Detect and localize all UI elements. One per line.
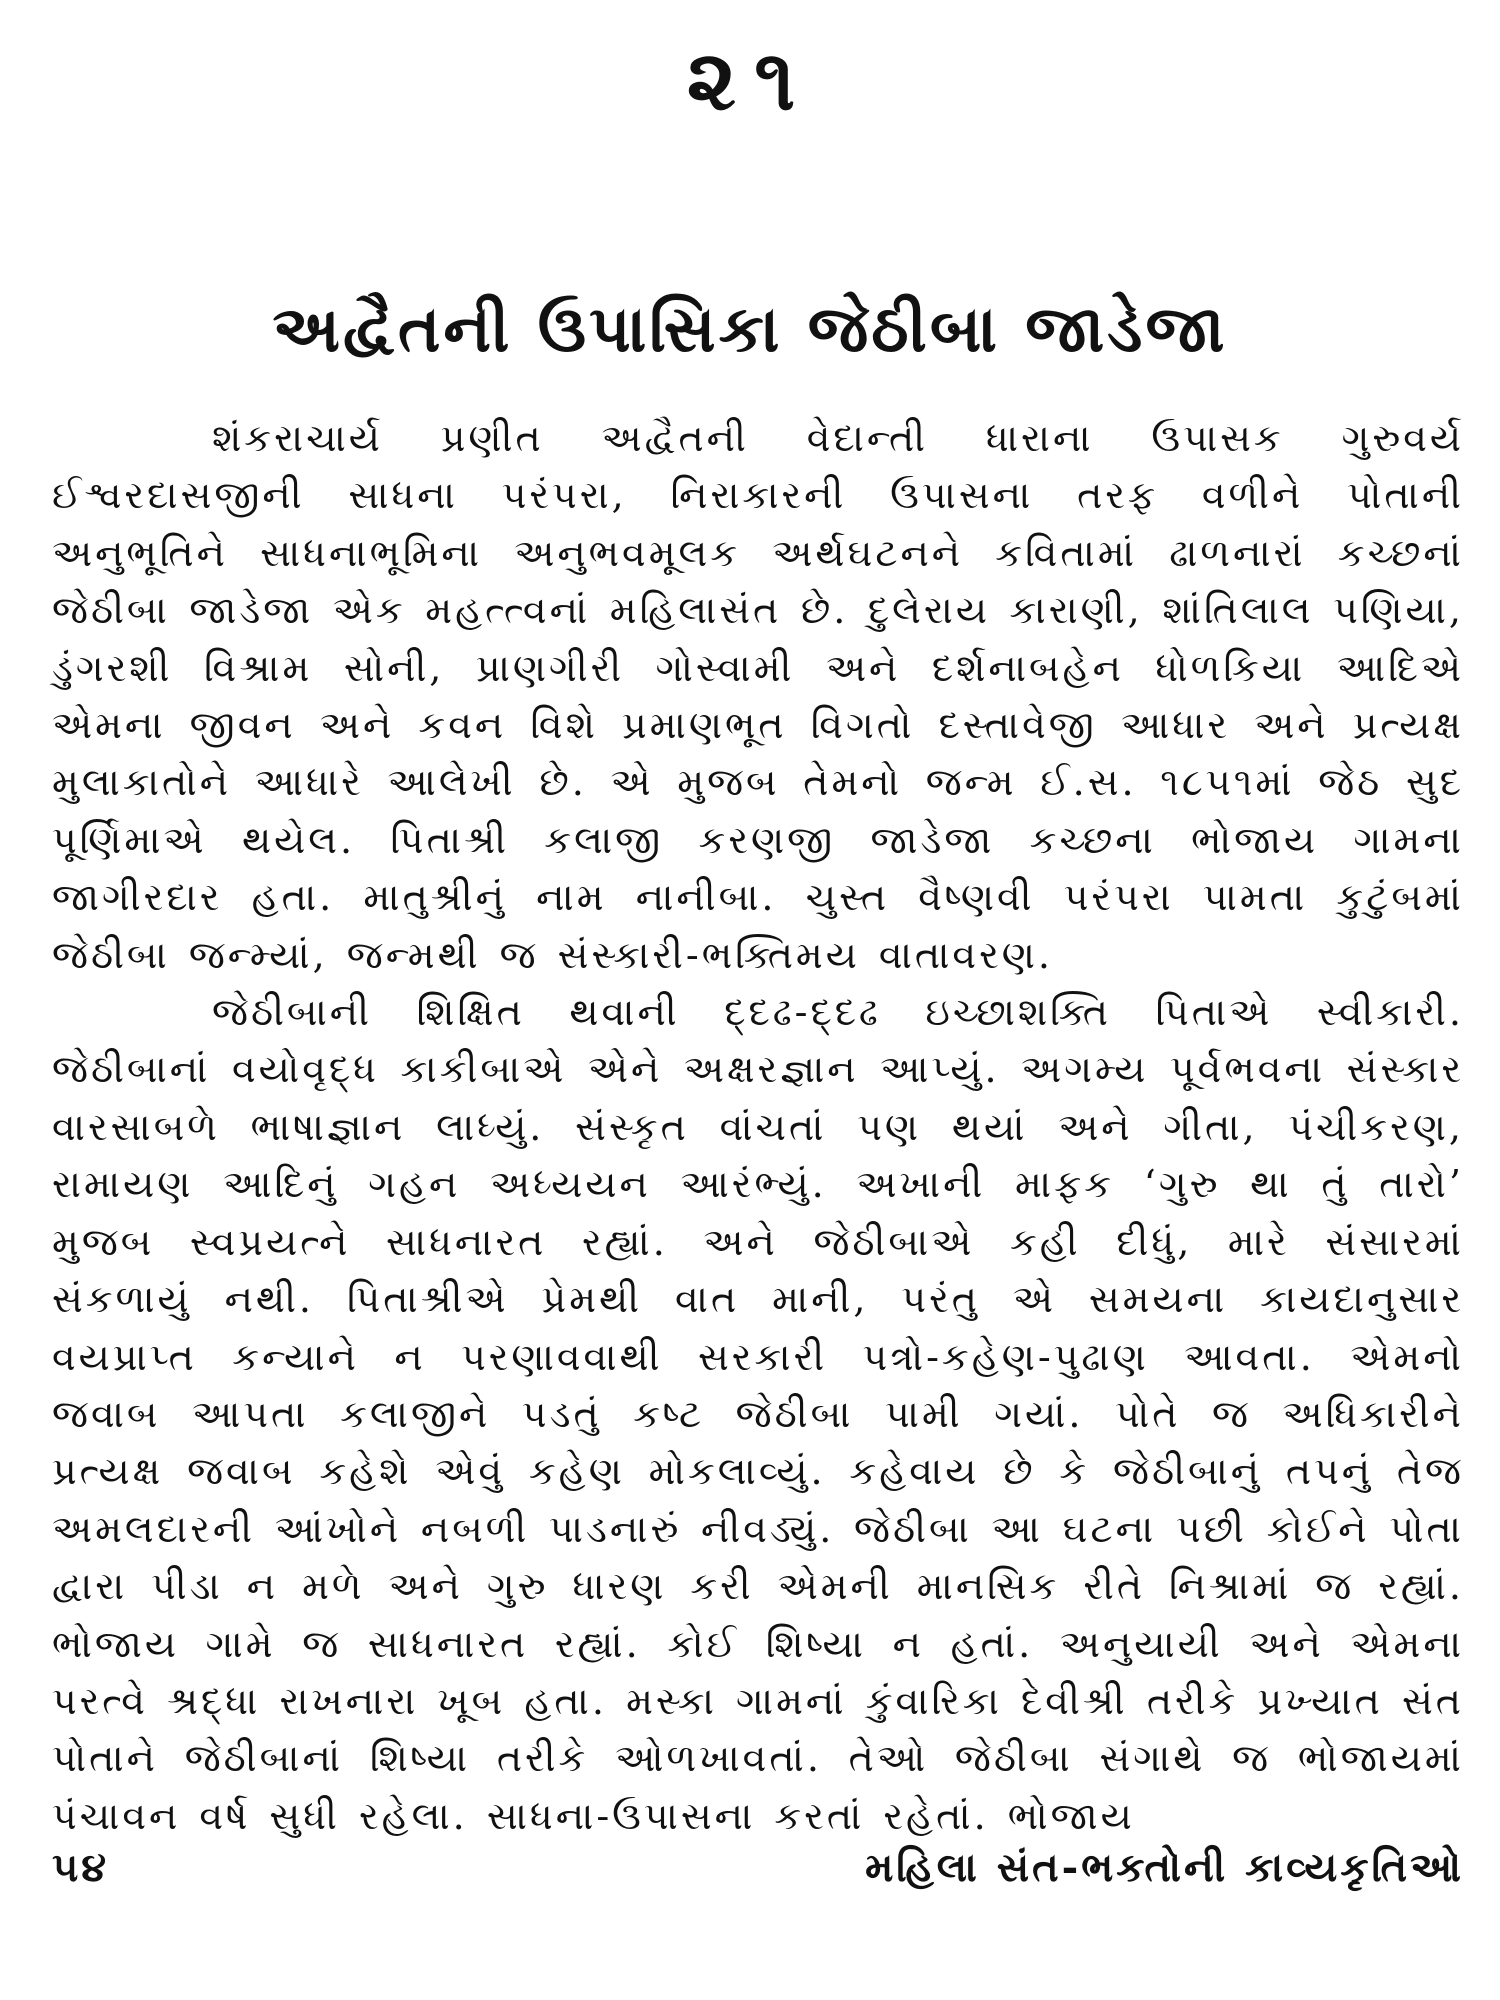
body-text (52, 410, 1464, 1845)
page-number: ૫૪ (52, 1844, 110, 1891)
page-footer (52, 1838, 1464, 1898)
book-title: મહિલા સંત-ભક્તોની કાવ્યકૃતિઓ (865, 1844, 1464, 1891)
paragraph: શંકરાચાર્ય પ્રણીત અદ્વૈતની વેદાન્તી ધારાના ઉપાસક ગુરુવર્ય ઈશ્વરદાસજીની સાધના પરંપરા, નિરાકારની ઉપાસના તરફ વળીને પોતાની અનુભૂતિને સાધનાભૂમિના અનુભવમૂલક અર્થઘટનને કવિતામાં ઢાળનારાં કચ્છનાં જેઠીબા જાડેજા એક મહત્ત્વનાં મહિલાસંત છે. દુલેરાય કારાણી, શાંતિલાલ પણિયા, ડુંગરશી વિશ્રામ સોની, પ્રાણગીરી ગોસ્વામી અને દર્શનાબહેન ધોળકિયા આદિએ એમના જીવન અને કવન વિશે પ્રમાણભૂત વિગતો દસ્તાવેજી આધાર અને પ્રત્યક્ષ મુલાકાતોને આધારે આલેખી છે. એ મુજબ તેમનો જન્મ ઈ.સ. ૧૮૫૧માં જેઠ સુદ પૂર્ણિમાએ થયેલ. પિતાશ્રી કલાજી કરણજી જાડેજા કચ્છના ભોજાય ગામના જાગીરદાર હતા. માતુશ્રીનું નામ નાનીબા. ચુસ્ત વૈષ્ણવી પરંપરા પામતા કુટુંબમાં જેઠીબા જન્મ્યાં, જન્મથી જ સંસ્કારી-ભક્તિમય વાતાવરણ. (52, 416, 1464, 977)
page-title: અદ્વૈતની ઉપાસિકા જેઠીબા જાડેજા (272, 292, 1228, 367)
chapter-number: ૨૧ (686, 30, 814, 129)
paragraph: જેઠીબાની શિક્ષિત થવાની દ્દઢ-દ્દઢ ઇચ્છાશક્તિ પિતાએ સ્વીકારી. જેઠીબાનાં વયોવૃદ્ધ કાકીબાએ એને અક્ષરજ્ઞાન આપ્યું. અગમ્ય પૂર્વભવના સંસ્કાર વારસાબળે ભાષાજ્ઞાન લાધ્યું. સંસ્કૃત વાંચતાં પણ થયાં અને ગીતા, પંચીકરણ, રામાયણ આદિનું ગહન અધ્યયન આરંભ્યું. અખાની માફક ‘ગુરુ થા તું તારો’ મુજબ સ્વપ્રયત્ને સાધનારત રહ્યાં. અને જેઠીબાએ કહી દીધું, મારે સંસારમાં સંકળાયું નથી. પિતાશ્રીએ પ્રેમથી વાત માની, પરંતુ એ સમયના કાયદાનુસાર વયપ્રાપ્ત કન્યાને ન પરણાવવાથી સરકારી પત્રો-કહેણ-પુઢાણ આવતા. એમનો જવાબ આપતા કલાજીને પડતું કષ્ટ જેઠીબા પામી ગયાં. પોતે જ અધિકારીને પ્રત્યક્ષ જવાબ કહેશે એવું કહેણ મોકલાવ્યું. કહેવાય છે કે જેઠીબાનું તપનું તેજ અમલદારની આંખોને નબળી પાડનારું નીવડ્યું. જેઠીબા આ ઘટના પછી કોઈને પોતા દ્વારા પીડા ન મળે અને ગુરુ ધારણ કરી એમની માનસિક રીતે નિશ્રામાં જ રહ્યાં. ભોજાય ગામે જ સાધનારત રહ્યાં. કોઈ શિષ્યા ન હતાં. અનુયાયી અને એમના પરત્વે શ્રદ્ધા રાખનારા ખૂબ હતા. મસ્કા ગામનાં કુંવારિકા દેવીશ્રી તરીકે પ્રખ્યાત સંત પોતાને જેઠીબાનાં શિષ્યા તરીકે ઓળખાવતાં. તેઓ જેઠીબા સંગાથે જ ભોજાયમાં પંચાવન વર્ષ સુધી રહેલા. સાધના-ઉપાસના કરતાં રહેતાં. ભોજાય (52, 990, 1464, 1838)
